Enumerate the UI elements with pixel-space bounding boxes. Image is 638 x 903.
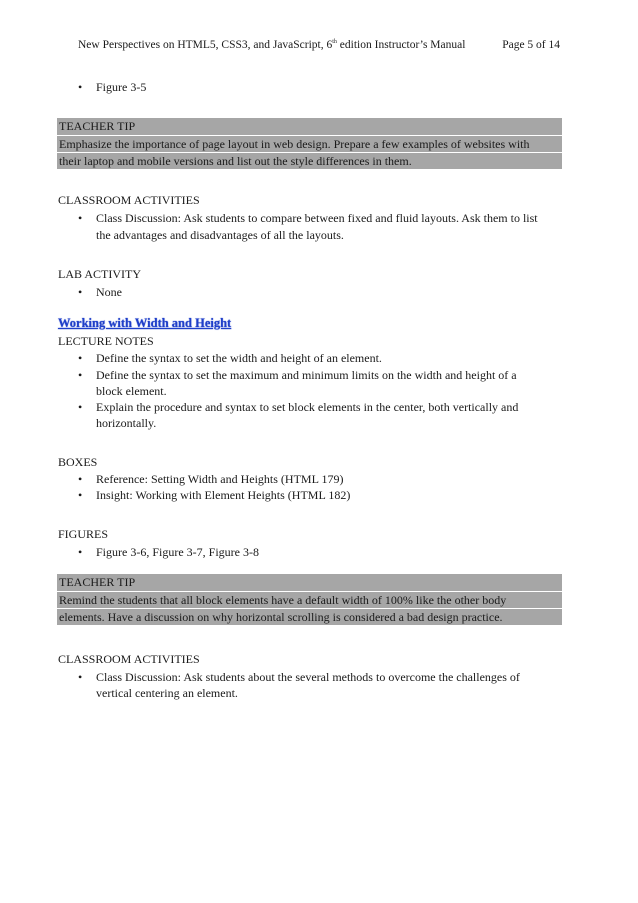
teacher-tip-line: elements. Have a discussion on why horizontal scrolling is considered a bad design practice. [57, 608, 562, 625]
teacher-tip-box [57, 574, 562, 625]
lab-activity-label: LAB ACTIVITY [58, 267, 141, 281]
teacher-tip-line: Remind the students that all block elements have a default width of 100% like the other body [57, 591, 562, 608]
list-item-continuation: block element. [96, 384, 167, 398]
figures-label: FIGURES [58, 527, 109, 541]
teacher-tip-line: their laptop and mobile versions and list out the style differences in them. [57, 152, 562, 169]
list-item-continuation: horizontally. [96, 416, 157, 430]
page-number: Page 5 of 14 [502, 39, 560, 51]
classroom-activities-label: CLASSROOM ACTIVITIES [58, 652, 200, 666]
document-page: New Perspectives on HTML5, CSS3, and JavaScript, 6th edition Instructor’s Manual Page 5 of 14 Figure 3-5 TEACHER TIP Emphasize the importance of page layout in web design. Prepare a few examples of websites with their laptop and mobile versions and list out the style differences in them. CLASSROOM ACTIVITIES Class Discussion: Ask students to compare between fixed and fluid layouts. Ask them to list the advantages and disadvantages of all the layouts. LAB ACTIVITY None Working with Width and Height LECTURE NOTES Define the syntax to set the width and height of an element. Define the syntax to set the maximum and minimum limits on the width and height of a block element. Explain the procedure and syntax to set block elements in the center, both vertically and horizontally. BOXES Reference: Setting Width and Heights (HTML 179) Insight: Working with Element Heights (HTML 182) FIGURES Figure 3-6, Figure 3-7, Figure 3-8 TEACHER TIP Remind the students that all block elements have a default width of 100% like the other body elements. Have a discussion on why horizontal scrolling is considered a bad design practice. CLASSROOM ACTIVITIES Class Discussion: Ask students about the several methods to overcome the challenges of vertical centering an element. [58, 39, 560, 700]
boxes-label: BOXES [58, 455, 98, 469]
list-item-continuation: vertical centering an element. [96, 686, 238, 700]
teacher-tip-label: TEACHER TIP [59, 575, 136, 589]
list-item-continuation: the advantages and disadvantages of all the layouts. [96, 228, 344, 242]
header-title: New Perspectives on HTML5, CSS3, and JavaScript, 6th edition Instructor’s Manual [78, 39, 466, 51]
page-header [78, 39, 560, 51]
section-heading-link[interactable]: Working with Width and Height [58, 316, 232, 330]
teacher-tip-line: Emphasize the importance of page layout in web design. Prepare a few examples of websites with [57, 135, 562, 152]
teacher-tip-label: TEACHER TIP [59, 119, 136, 133]
teacher-tip-box [57, 118, 562, 169]
classroom-activities-label: CLASSROOM ACTIVITIES [58, 193, 200, 207]
lecture-notes-label: LECTURE NOTES [58, 334, 154, 348]
